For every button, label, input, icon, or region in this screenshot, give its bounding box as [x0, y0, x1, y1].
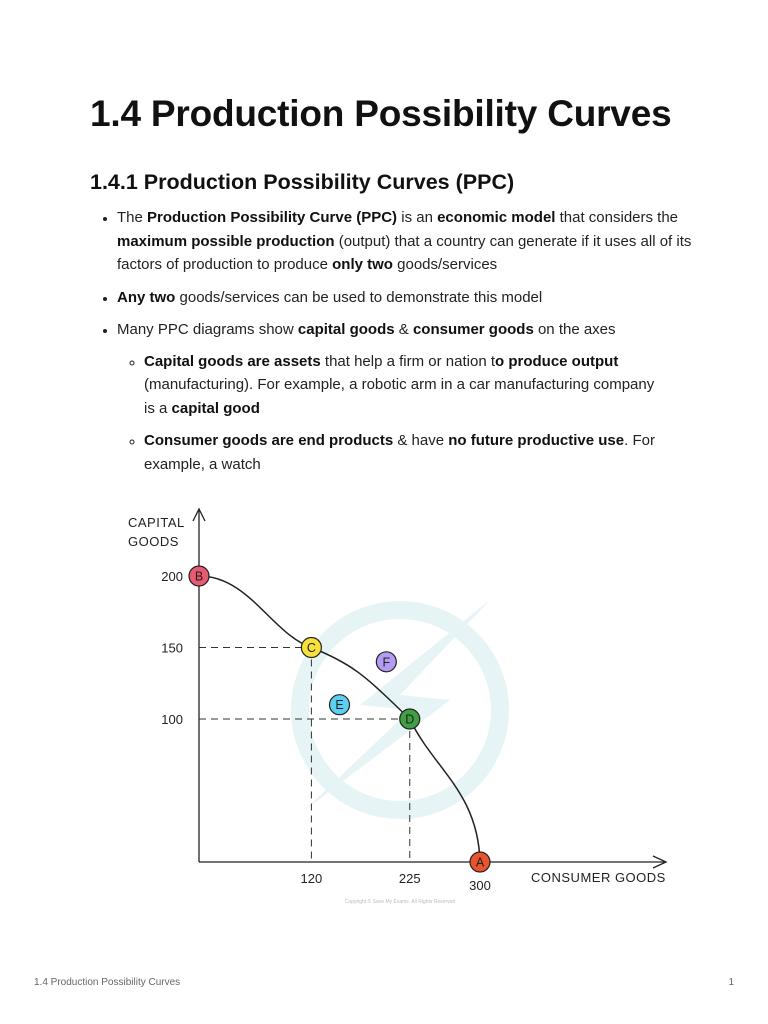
text-run: . For example, a watch	[144, 432, 655, 473]
point-label: F	[382, 655, 391, 670]
bold-text: Production Possibility Curve (PPC)	[147, 209, 398, 226]
text-run: goods/services	[392, 256, 498, 273]
point-c	[301, 638, 321, 658]
bold-text: consumer goods	[412, 321, 534, 338]
bold-text: no future productive use	[448, 432, 625, 449]
x-tick-label: 120	[300, 871, 323, 886]
bullet-list	[90, 206, 707, 485]
x-tick-label: 300	[469, 878, 491, 893]
ppc-chart	[110, 505, 680, 910]
point-label: C	[306, 641, 316, 655]
bold-text: capital good	[171, 399, 260, 417]
point-b	[189, 566, 209, 586]
point-label: E	[335, 698, 344, 713]
text-run: & have	[393, 432, 449, 449]
text-run: goods/services can be used to demonstrate this model	[175, 288, 543, 306]
sub-bullet-item	[144, 350, 664, 421]
section-heading: 1.4.1 Production Possibility Curves (PPC)	[90, 170, 515, 194]
point-e	[330, 695, 350, 715]
bullet-item	[117, 286, 707, 310]
y-tick-label: 150	[161, 640, 183, 656]
bold-text: maximum possible production	[117, 232, 335, 250]
page-title: 1.4 Production Possibility Curves	[90, 93, 672, 134]
point-label: A	[475, 855, 485, 870]
point-label: D	[405, 712, 415, 727]
sub-bullet-list	[117, 350, 664, 477]
text-run: that help a firm or nation t	[320, 352, 495, 370]
text-run: is an	[397, 209, 438, 226]
bullet-item	[117, 206, 707, 277]
y-tick-label: 200	[161, 569, 183, 584]
y-tick-label: 100	[161, 712, 183, 727]
text-run: on the axes	[533, 321, 616, 338]
page-number: 1	[728, 977, 734, 988]
sub-bullet-item	[144, 429, 664, 476]
x-axis-label: CONSUMER GOODS	[531, 870, 666, 885]
bold-text: only two	[332, 256, 393, 273]
text-run: Many PPC diagrams show	[117, 321, 298, 338]
bold-text: economic model	[437, 209, 556, 226]
text-run: &	[394, 321, 413, 338]
text-run: that considers the	[555, 209, 679, 226]
point-f	[376, 652, 396, 672]
bold-text: Capital goods are assets	[144, 352, 321, 370]
bullet-item	[117, 318, 707, 476]
text-run: (output) that a country can generate if it uses all of its factors of production to produce	[117, 232, 692, 273]
bold-text: Consumer goods are end products	[144, 432, 394, 449]
bold-text: o produce output	[495, 352, 619, 370]
bold-text: Any two	[117, 288, 176, 306]
copyright-watermark: Copyright © Save My Exams. All Rights Reserved	[344, 899, 456, 905]
point-d	[400, 709, 420, 729]
bullet-text	[117, 321, 616, 338]
point-a	[470, 852, 490, 872]
text-run: (manufacturing). For example, a robotic arm in a car manufacturing company is a	[144, 376, 655, 417]
text-run: The	[117, 209, 148, 226]
footer-title: 1.4 Production Possibility Curves	[34, 977, 181, 988]
point-label: B	[194, 569, 204, 584]
bold-text: capital goods	[297, 321, 395, 338]
y-axis-label: GOODS	[128, 534, 179, 549]
y-axis-label: CAPITAL	[128, 515, 185, 530]
x-tick-label: 225	[398, 871, 421, 886]
